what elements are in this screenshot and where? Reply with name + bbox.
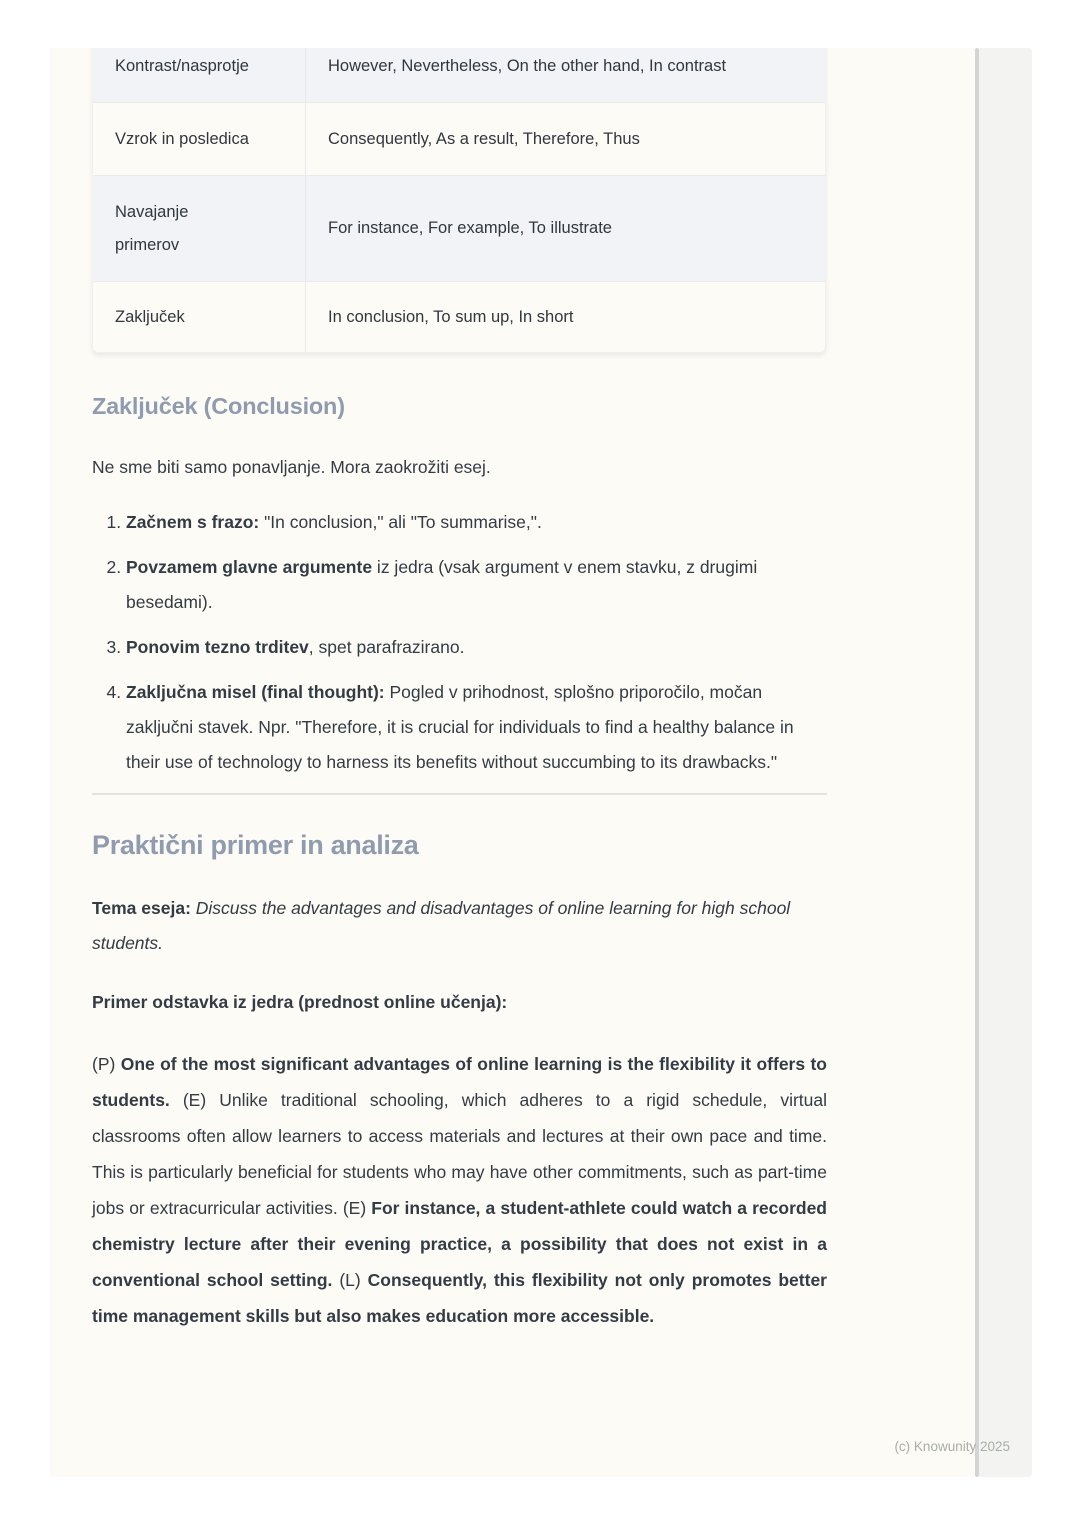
table-cell-phrases: In conclusion, To sum up, In short — [306, 281, 825, 352]
example-sentence: For instance, a student-athlete could watch a recorded chemistry lecture after their evening practice, a possibility that does not exist in a conventional school setting. — [92, 1198, 827, 1290]
step-rest: iz jedra (vsak argument v enem stavku, z drugimi besedami). — [126, 557, 758, 612]
term-text: Kontrast/nasprotje — [115, 57, 249, 75]
table-cell-term — [93, 175, 306, 281]
step-lead: Ponovim tezno trditev — [126, 637, 309, 657]
page-content — [50, 48, 975, 1334]
table-row — [93, 48, 825, 102]
section-heading-conclusion: Zaključek (Conclusion) — [92, 393, 345, 419]
table-cell-term — [93, 48, 306, 102]
step-lead: Zaključna misel (final thought): — [126, 682, 385, 702]
pel-marker: (P) — [92, 1054, 121, 1074]
table-cell-term — [93, 281, 306, 352]
step-rest: , spet parafrazirano. — [308, 637, 465, 657]
section-heading-practical: Praktični primer in analiza — [92, 830, 419, 860]
step-lead: Začnem s frazo: — [126, 512, 260, 532]
list-item — [126, 630, 827, 665]
term-text: Navajanje primerov — [115, 202, 189, 254]
example-paragraph-label: Primer odstavka iz jedra (prednost online učenja): — [92, 992, 508, 1012]
conclusion-intro: Ne sme biti samo ponavljanje. Mora zaokrožiti esej. — [92, 457, 491, 477]
table-cell-term — [93, 102, 306, 175]
point-sentence: One of the most significant advantages of online learning is the flexibility it offers to students. — [92, 1054, 827, 1110]
term-text: Zaključek — [115, 307, 185, 326]
topic-label: Tema eseja: — [92, 898, 191, 918]
explanation-sentence: (E) Unlike traditional schooling, which adheres to a rigid schedule, virtual classrooms often allow learners to access materials and lectures at their own pace and time. This is particularly beneficial for students who may have other commitments, such as part-time jobs or extracurricular activities. (E) — [92, 1090, 827, 1218]
topic-text: Discuss the advantages and disadvantages of online learning for high school students. — [92, 898, 791, 953]
example-paragraph — [92, 1046, 827, 1334]
table-row — [93, 281, 825, 352]
pel-marker: (L) — [332, 1270, 368, 1290]
essay-topic — [92, 891, 827, 961]
table-cell-phrases: Consequently, As a result, Therefore, Thus — [306, 102, 825, 175]
section-divider — [92, 793, 827, 795]
step-rest: "In conclusion," ali "To summarise,". — [259, 512, 542, 532]
page-edge-strip — [979, 48, 1032, 1477]
table-cell-phrases: However, Nevertheless, On the other hand, In contrast — [306, 48, 825, 102]
list-item — [126, 675, 827, 780]
link-sentence: Consequently, this flexibility not only promotes better time management skills but also makes education more accessible. — [92, 1270, 827, 1326]
copyright-footer: (c) Knowunity 2025 — [894, 1439, 1010, 1454]
document-page — [50, 48, 975, 1477]
list-item — [126, 550, 827, 620]
table-cell-phrases: For instance, For example, To illustrate — [306, 175, 825, 281]
step-lead: Povzamem glavne argumente — [126, 557, 373, 577]
list-item — [126, 505, 827, 540]
step-rest: Pogled v prihodnost, splošno priporočilo, močan zaključni stavek. Npr. "Therefore, it is crucial for individuals to find a healthy balance in their use of technology to harness its benefits without succumbing to its drawbacks." — [126, 682, 794, 772]
term-text: Vzrok in posledica — [115, 129, 249, 148]
conclusion-steps-list — [92, 505, 827, 780]
table-row — [93, 102, 825, 175]
table-row — [93, 175, 825, 281]
linking-words-table — [92, 48, 826, 353]
